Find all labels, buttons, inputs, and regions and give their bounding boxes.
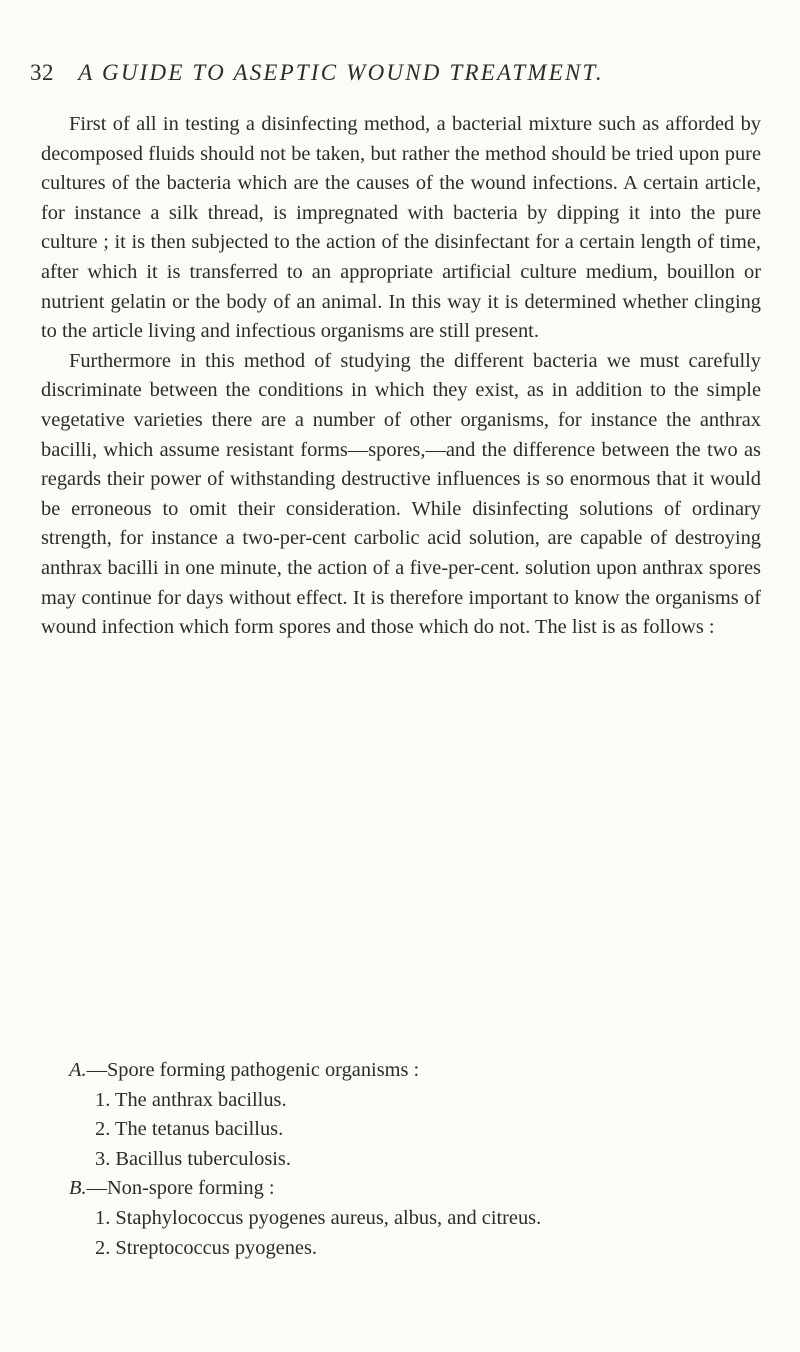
list-item: 1. The anthrax bacillus.	[95, 1088, 287, 1111]
paragraph-1: First of all in testing a disinfecting method, a bacterial mixture such as afforded by decomposed fluids should not be taken, but rather the method should be tried upon pure cultures of the bacteria which are the causes of the wound infections. A certain article, for instance a silk thread, is impregnated with bacteria by dipping it into the pure culture ; it is then subjected to the action of the disinfectant for a certain length of time, after which it is transferred to an appropriate artificial culture medium, bouillon or nutrient gelatin or the body of an animal. In this way it is determined whether clinging to the article living and infectious organisms are still present.	[41, 113, 761, 343]
paragraph-2: Furthermore in this method of studying the different bacteria we must carefully discriminate between the conditions in which they exist, as in addition to the simple vegetative varieties there are a number of other organisms, for instance the anthrax bacilli, which assume resistant forms—spores,—and the difference between the two as regards their power of withstanding destructive influences is so enormous that it would be erroneous to omit their consideration. While disinfecting solutions of ordinary strength, for instance a two-per-cent carbolic acid solution, are capable of destroying anthrax bacilli in one minute, the action of a five-per-cent. solution upon anthrax spores may continue for days without effect. It is therefore important to know the organisms of wound infection which form spores and those which do not. The list is as follows :	[41, 349, 761, 639]
running-head	[30, 60, 770, 90]
list-item: 2. Streptococcus pyogenes.	[95, 1236, 317, 1259]
organism-list	[41, 1056, 761, 1263]
group-b-heading-text: —Non-spore forming :	[86, 1177, 275, 1200]
list-item: 1. Staphylococcus pyogenes aureus, albus, and citreus.	[95, 1206, 542, 1229]
page-number: 32	[30, 60, 54, 85]
group-b	[41, 1174, 761, 1263]
group-b-letter: B.	[69, 1177, 87, 1200]
group-b-heading	[41, 1174, 761, 1204]
running-title: A GUIDE TO ASEPTIC WOUND TREATMENT.	[78, 60, 604, 85]
group-a-letter: A.	[69, 1059, 87, 1081]
group-a-heading-text: —Spore forming pathogenic organisms :	[86, 1059, 420, 1081]
list-item: 3. Bacillus tuberculosis.	[95, 1147, 291, 1170]
body-text	[41, 110, 761, 643]
group-a	[41, 1056, 761, 1174]
list-item: 2. The tetanus bacillus.	[95, 1118, 284, 1141]
group-a-heading	[41, 1056, 761, 1086]
